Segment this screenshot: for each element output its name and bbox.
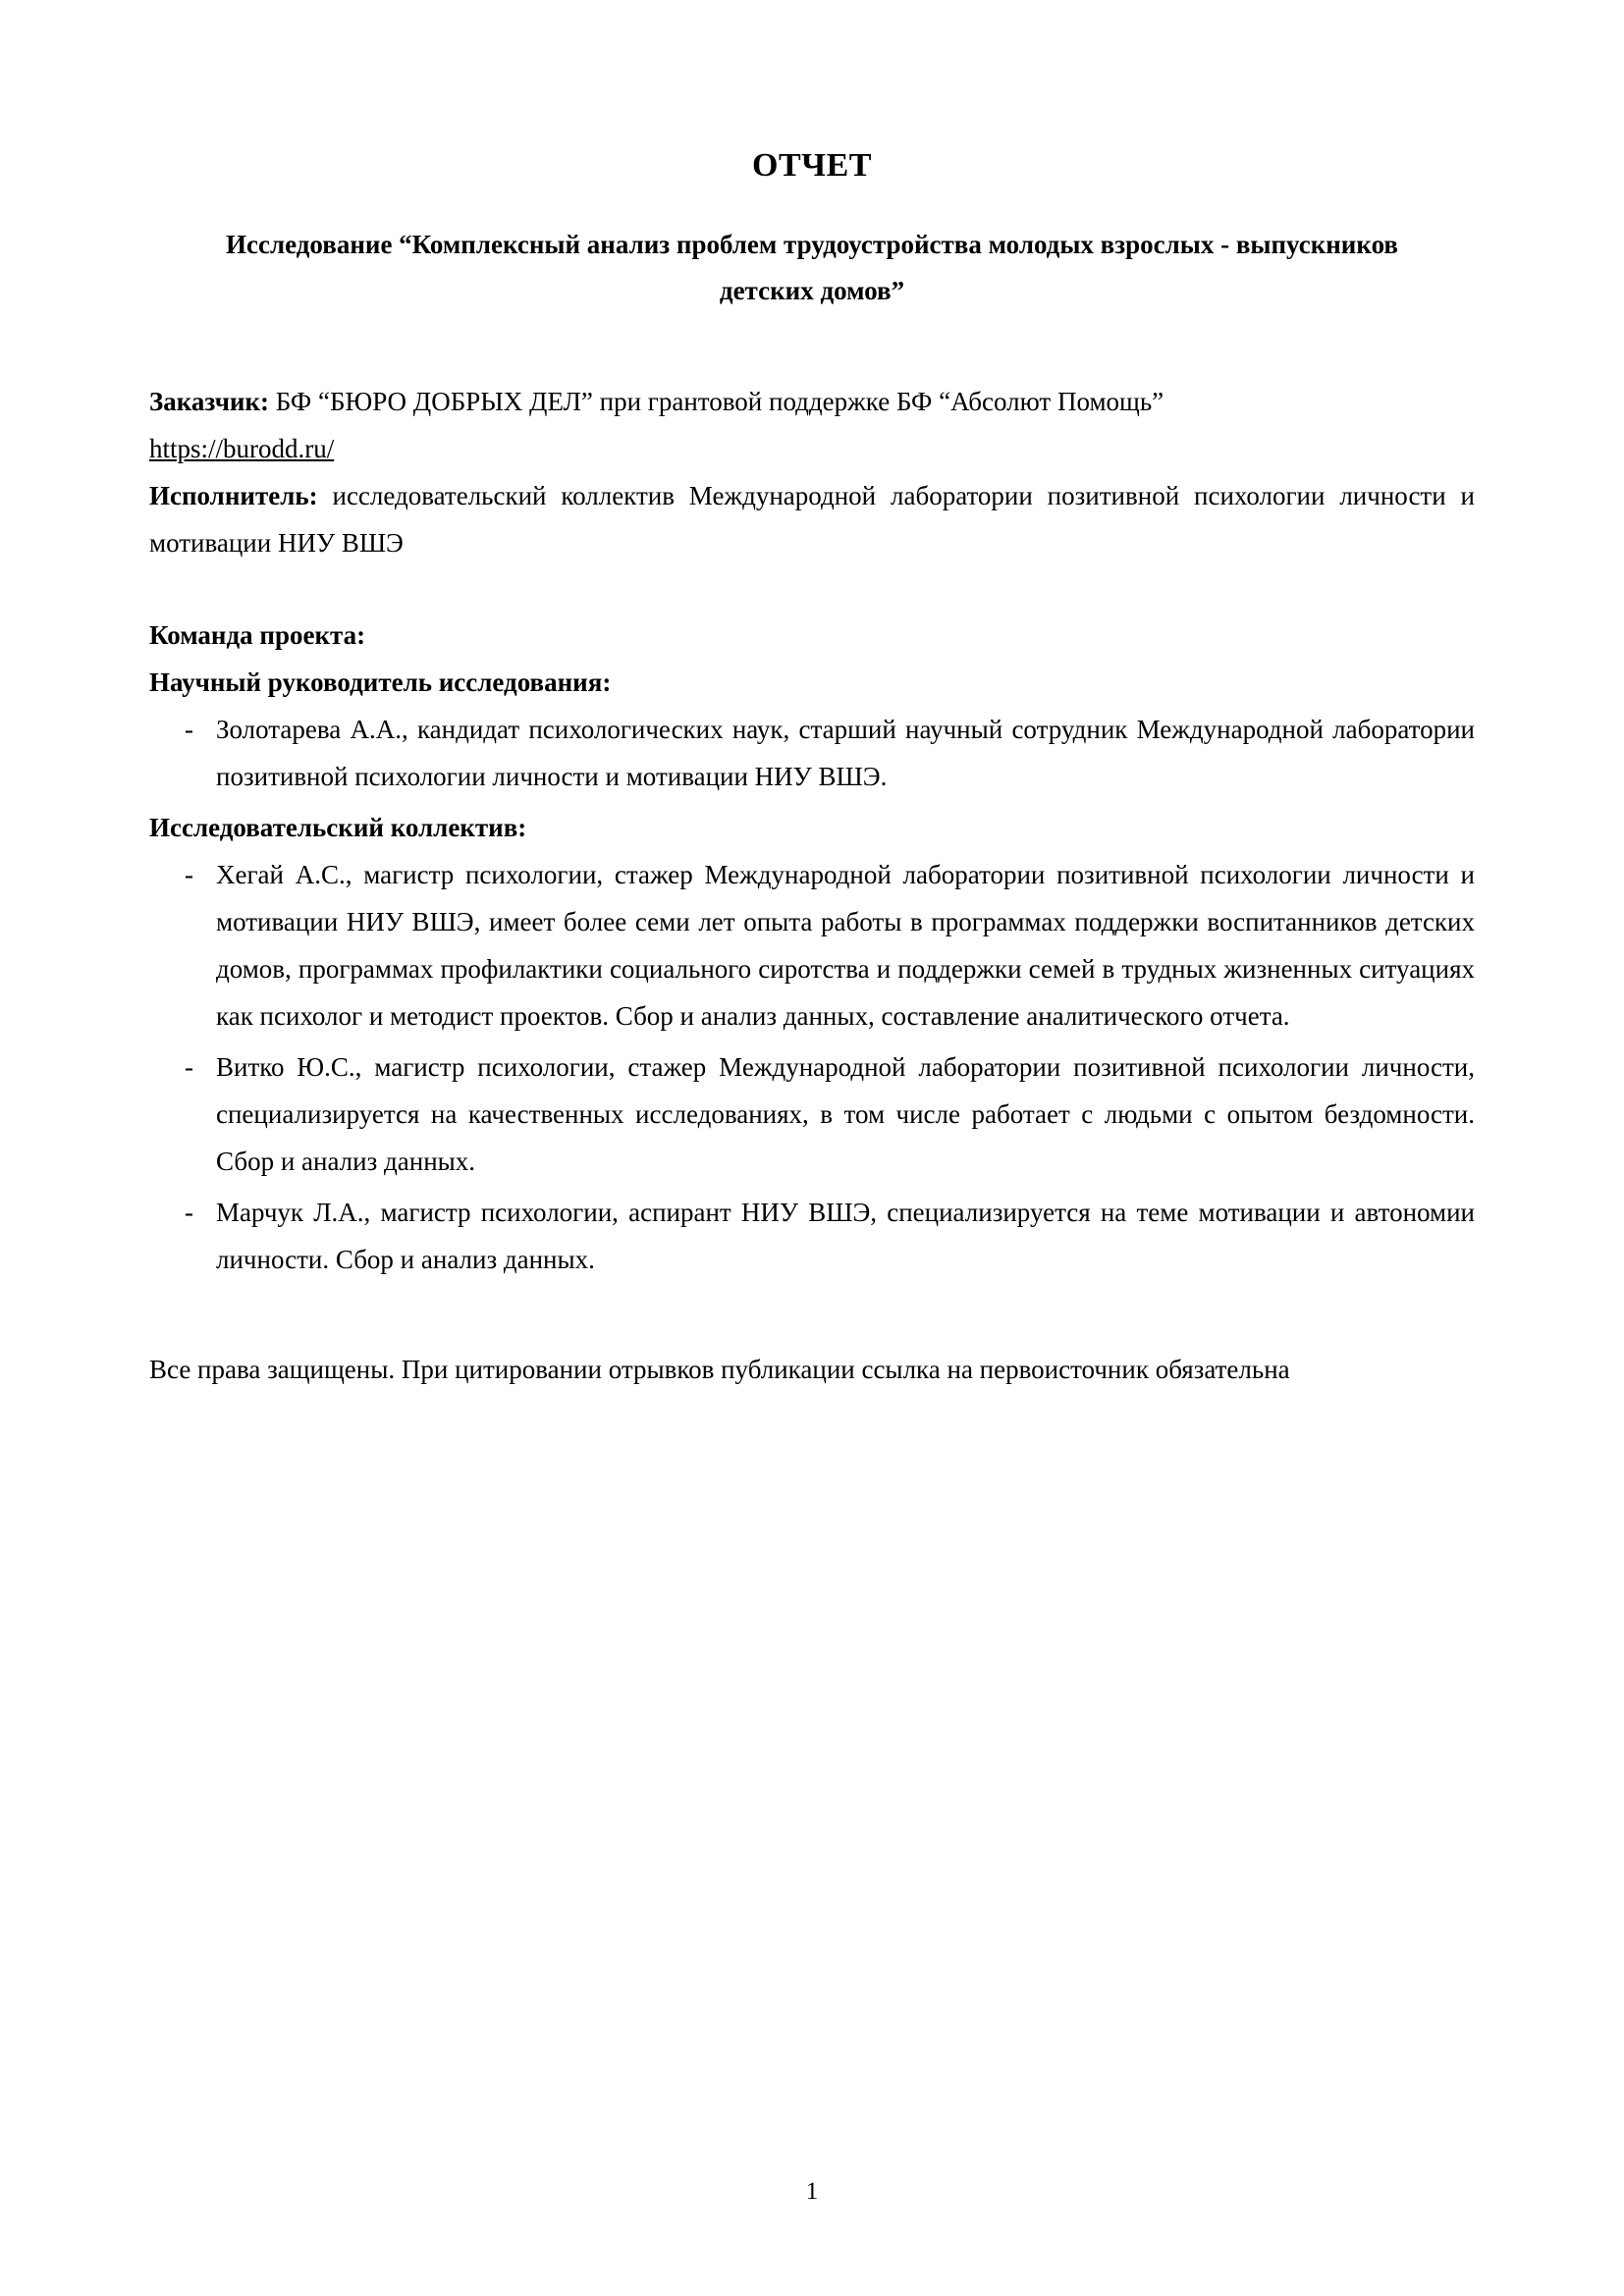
list-item: - Золотарева А.А., кандидат психологических наук, старший научный сотрудник Международной лаборатории позитивной психологии личности и мотивации НИУ ВШЭ. <box>149 706 1475 800</box>
team-heading: Команда проекта: <box>149 619 366 650</box>
customer-line <box>149 378 1475 425</box>
page-title: ОТЧЕТ <box>752 147 872 184</box>
supervisor-list <box>149 706 1475 800</box>
spacer <box>149 1287 1475 1346</box>
customer-link-line <box>149 425 1475 472</box>
list-item: - Хегай А.С., магистр психологии, стажер Международной лаборатории позитивной психологии личности и мотивации НИУ ВШЭ, имеет более семи лет опыта работы в программах поддержки воспитанников детских домов, программах профилактики социального сиротства и поддержки семей в трудных жизненных ситуациях как психолог и методист проектов. Сбор и анализ данных, составление аналитического отчета. <box>149 851 1475 1040</box>
supervisor-heading: Научный руководитель исследования: <box>149 667 612 697</box>
rights-note: Все права защищены. При цитировании отрывков публикации ссылка на первоисточник обязательна <box>149 1355 1290 1385</box>
collective-list <box>149 851 1475 1283</box>
performer-line <box>149 472 1475 566</box>
list-item: - Витко Ю.С., магистр психологии, стажер Международной лаборатории позитивной психологии личности, специализируется на качественных исследованиях, в том числе работает с людьми с опытом бездомности. Сбор и анализ данных. <box>149 1043 1475 1185</box>
spacer <box>149 566 1475 612</box>
performer-label: Исполнитель: <box>149 480 318 510</box>
customer-label: Заказчик: <box>149 386 270 416</box>
document-subtitle: Исследование “Комплексный анализ проблем трудоустройства молодых взрослых - выпускников детских домов” <box>226 230 1398 306</box>
customer-value: БФ “БЮРО ДОБРЫХ ДЕЛ” при грантовой поддержке БФ “Абсолют Помощь” <box>269 386 1164 416</box>
performer-value: исследовательский коллектив Международной лаборатории позитивной психологии личности и мотивации НИУ ВШЭ <box>149 480 1475 558</box>
customer-website-link[interactable]: https://burodd.ru/ <box>149 433 335 463</box>
page-number: 1 <box>805 2178 819 2205</box>
list-item: - Марчук Л.А., магистр психологии, аспирант НИУ ВШЭ, специализируется на теме мотивации и автономии личности. Сбор и анализ данных. <box>149 1189 1475 1283</box>
collective-heading: Исследовательский коллектив: <box>149 812 527 842</box>
